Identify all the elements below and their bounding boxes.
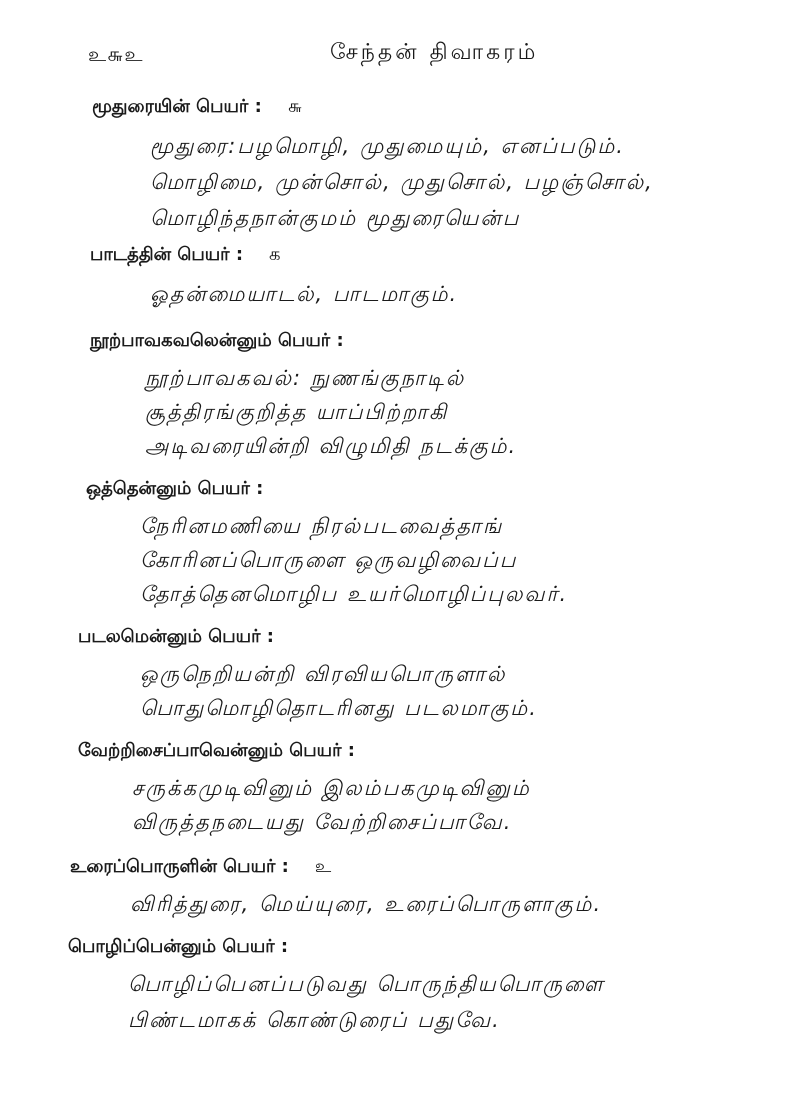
verse-line: மொழிந்தநான்குமம் மூதுரையென்ப bbox=[150, 206, 521, 230]
section-number: ௬ bbox=[287, 96, 303, 117]
verse-line: சூத்திரங்குறித்த யாப்பிற்றாகி bbox=[145, 400, 449, 424]
section-heading bbox=[90, 244, 281, 267]
verse-line: பொதுமொழிதொடரினது படலமாகும். bbox=[140, 696, 538, 720]
verse-line: மூதுரை:பழமொழி, முதுமையும், எனப்படும். bbox=[150, 134, 625, 158]
verse-line: அடிவரையின்றி விழுமிதி நடக்கும். bbox=[145, 434, 518, 458]
section-heading bbox=[92, 96, 302, 119]
section-heading-text: நூற்பாவகவலென்னும் பெயர் : bbox=[90, 330, 344, 351]
verse-line: நேரினமணியை நிரல்படவைத்தாங் bbox=[140, 514, 504, 538]
verse-line: நூற்பாவகவல்: நுணங்குநாடில் bbox=[145, 366, 466, 390]
section-heading bbox=[78, 740, 355, 763]
section-heading-text: பாடத்தின் பெயர் : bbox=[90, 244, 244, 265]
section-heading-text: பொழிப்பென்னும் பெயர் : bbox=[68, 936, 289, 957]
verse-line: ஓதன்மையாடல், பாடமாகும். bbox=[150, 282, 459, 306]
page-number: உ௬உ bbox=[88, 42, 144, 66]
section-heading-text: ஒத்தென்னும் பெயர் : bbox=[86, 478, 264, 499]
section-heading-text: மூதுரையின் பெயர் : bbox=[92, 96, 262, 117]
section-heading-text: வேற்றிசைப்பாவென்னும் பெயர் : bbox=[78, 740, 355, 761]
verse-line: சருக்கமுடிவினும் இலம்பகமுடிவினும் bbox=[132, 776, 531, 800]
section-heading-text: படலமென்னும் பெயர் : bbox=[78, 626, 274, 647]
section-number: க bbox=[269, 244, 281, 265]
verse-line: ஒருநெறியன்றி விரவியபொருளால் bbox=[140, 662, 507, 686]
section-heading bbox=[86, 478, 263, 501]
verse-line: மொழிமை, முன்சொல், முதுசொல், பழஞ்சொல், bbox=[150, 170, 654, 194]
verse-line: பொழிப்பெனப்படுவது பொருந்தியபொருளை bbox=[128, 972, 605, 996]
verse-line: விரித்துரை, மெய்யுரை, உரைப்பொருளாகும். bbox=[130, 892, 603, 916]
section-heading-text: உரைப்பொருளின் பெயர் : bbox=[70, 856, 289, 877]
section-number: உ bbox=[314, 856, 332, 877]
section-heading bbox=[78, 626, 274, 649]
verse-line: விருத்தநடையது வேற்றிசைப்பாவே. bbox=[132, 810, 513, 834]
section-heading bbox=[70, 856, 331, 879]
section-heading bbox=[68, 936, 288, 959]
running-title: சேந்தன் திவாகரம் bbox=[330, 40, 539, 65]
verse-line: கோரினப்பொருளை ஒருவழிவைப்ப bbox=[140, 548, 518, 572]
section-heading bbox=[90, 330, 344, 353]
verse-line: தோத்தெனமொழிப உயர்மொழிப்புலவர். bbox=[140, 582, 569, 606]
verse-line: பிண்டமாகக் கொண்டுரைப் பதுவே. bbox=[128, 1008, 501, 1032]
